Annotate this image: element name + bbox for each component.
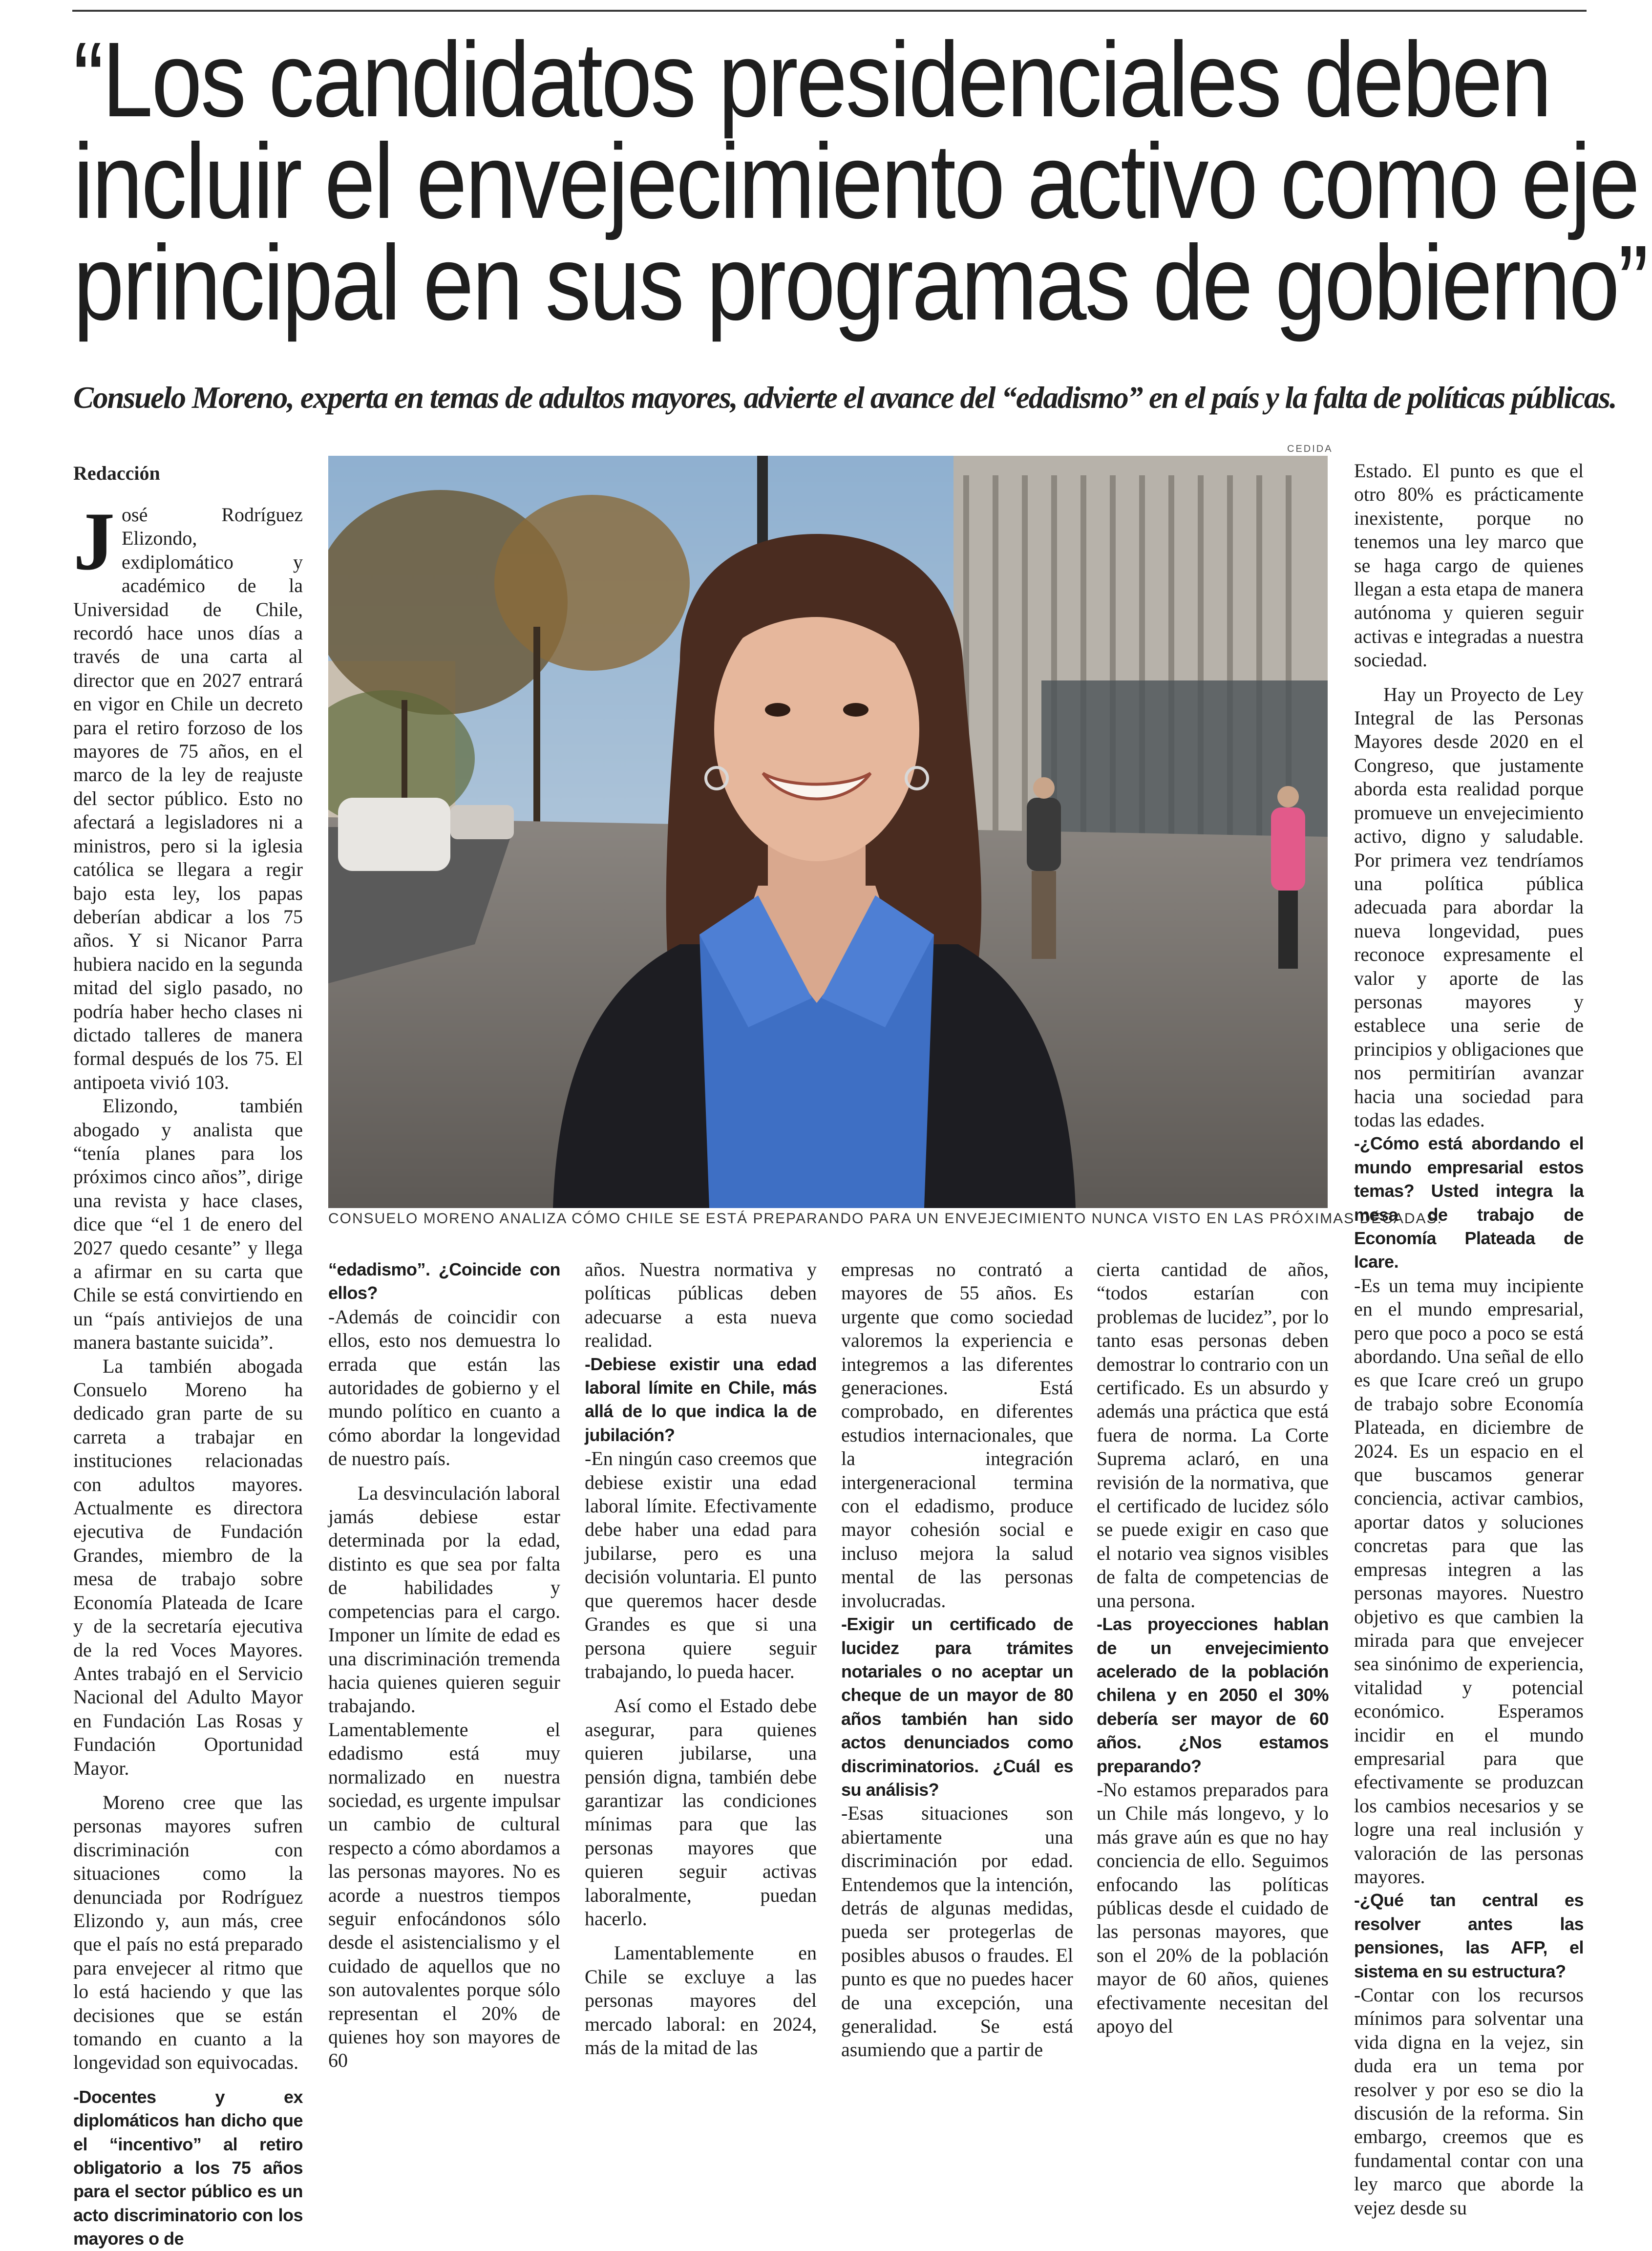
col2-question-end: “edadismo”. ¿Coincide con ellos? (328, 1259, 560, 1303)
col6-question-2: -¿Qué tan central es resolver antes las pensiones, las AFP, el sistema en su estructura? (1354, 1890, 1584, 1981)
photo-credit: CEDIDA (1287, 444, 1333, 454)
col6-question-1: -¿Cómo está abordando el mundo empresarial estos temas? Usted integra la mesa de trabajo de Economía Plateada de Icare. (1354, 1133, 1584, 1272)
headline-line-1: “Los candidatos presidenciales deben (73, 21, 1550, 139)
article-column-2 (328, 1258, 560, 2073)
portrait-photo (328, 456, 1328, 1208)
col6-paragraph-1: Estado. El punto es que el otro 80% es prácticamente inexistente, porque no tenemos una ley marco que se haga cargo de quienes llegan a esta etapa de manera autónoma y quieren seguir activas e integradas a nuestra sociedad. (1354, 460, 1584, 671)
byline: Redacción (73, 462, 160, 484)
col6-paragraph-2: Hay un Proyecto de Ley Integral de las Personas Mayores desde 2020 en el Congreso, que justamente aborda esta realidad porque promueve un envejecimiento activo, digno y saludable. Por primera vez tendríamos una política pública adecuada para abordar la nueva longevidad, pues reconoce expresamente el valor y aporte de las personas mayores y establece una serie de principios y obligaciones que nos permitirían avanzar hacia una sociedad para todas las edades. (1354, 683, 1584, 1131)
col3-paragraph-2: -En ningún caso creemos que debiese existir una edad laboral límite. Efectivamente debe haber una edad para jubilarse, pero es una decisión voluntaria. El punto que queremos hacer desde Grandes es que si una persona quiere seguir trabajando, lo pueda hacer. (585, 1447, 817, 1682)
photo-caption: CONSUELO MORENO ANALIZA CÓMO CHILE SE ESTÁ PREPARANDO PARA UN ENVEJECIMIENTO NUNCA VISTO EN LAS PRÓXIMAS DÉCADAS. (328, 1210, 1442, 1227)
headline (73, 21, 1647, 342)
col2-paragraph-2: La desvinculación laboral jamás debiese estar determinada por la edad, distinto es que sea por falta de habilidades y competencias para el cargo. Imponer un límite de edad es una discriminación tremenda hacia quienes quieren seguir trabajando. Lamentablemente el edadismo está muy normalizado en nuestra sociedad, es urgente impulsar un cambio de cultural respecto a cómo abordamos a las personas mayores. No es acorde a nuestros tiempos seguir enfocándonos sólo desde el asistencialismo y el cuidado de aquellos que no son autovalentes porque sólo representan el 20% de quienes hoy son mayores de 60 (328, 1482, 560, 2072)
col5-question-1: -Las proyecciones hablan de un envejecimiento acelerado de la población chilena y en 2050 el 30% debería ser mayor de 60 años. ¿Nos estamos preparando? (1097, 1614, 1329, 1776)
col5-paragraph-1: cierta cantidad de años, “todos estarían con problemas de lucidez”, por lo tanto esas personas deben demostrar lo contrario con un certificado. Es un absurdo y además una práctica que está fuera de norma. La Corte Suprema aclaró, en una revisión de la normativa, que el certificado de lucidez sólo se puede exigir en caso que el notario vea signos visibles de falta de competencias de una persona. (1097, 1258, 1329, 1612)
col4-paragraph-2: -Esas situaciones son abiertamente una discriminación por edad. Entendemos que la intención, detrás de algunas medidas, pueda ser protegerlas de posibles abusos o fraudes. El punto es que no puedes hacer de una excepción, una generalidad. Se está asumiendo que a partir de (841, 1802, 1073, 2061)
article-column-4 (841, 1258, 1073, 2062)
headline-line-3: principal en sus programas de gobierno” (73, 224, 1647, 342)
headline-line-2: incluir el envejecimiento activo como eje (73, 122, 1638, 241)
top-rule (72, 10, 1587, 12)
col3-paragraph-1: años. Nuestra normativa y políticas públicas deben adecuarse a esta nueva realidad. (585, 1258, 817, 1352)
col6-paragraph-4: -Contar con los recursos mínimos para solventar una vida digna en la vejez, sin duda era un tema por resolver y por eso se dio la discusión de la reforma. Sin embargo, creemos que es fundamental contar con una ley marco que aborde la vejez desde su (1354, 1984, 1584, 2219)
col3-question-1: -Debiese existir una edad laboral límite en Chile, más allá de lo que indica la de jubilación? (585, 1354, 817, 1445)
article-column-1 (73, 495, 303, 2251)
col4-question-1: -Exigir un certificado de lucidez para trámites notariales o no aceptar un cheque de un mayor de 80 años también han sido actos denunciados como discriminatorios. ¿Cuál es su análisis? (841, 1614, 1073, 1800)
col2-paragraph-1: -Además de coincidir con ellos, esto nos demuestra lo errada que están las autoridades de gobierno y el mundo político en cuanto a cómo abordar la longevidad de nuestro país. (328, 1305, 560, 1470)
article-column-5 (1097, 1258, 1329, 2038)
col4-paragraph-1: empresas no contrató a mayores de 55 años. Es urgente que como sociedad valoremos la experiencia e integremos a las diferentes generaciones. Está comprobado, en diferentes estudios internacionales, que la integración intergeneracional termina con el edadismo, produce mayor cohesión social e incluso mejora la salud mental de las personas involucradas. (841, 1258, 1073, 1612)
col1-paragraph-4: Moreno cree que las personas mayores sufren discriminación con situaciones como la denunciada por Rodríguez Elizondo y, aun más, cree que el país no está preparado para envejecer al ritmo que lo está haciendo y que las decisiones que se están tomando en cuanto a la longevidad son equivocadas. (73, 1791, 303, 2074)
subheadline: Consuelo Moreno, experta en temas de adultos mayores, advierte el avance del “edadismo” en el país y la falta de políticas públicas. (73, 381, 1616, 415)
article-column-3 (585, 1258, 817, 2060)
drop-cap: J (73, 495, 115, 587)
article-column-6 (1354, 459, 1584, 2220)
col5-paragraph-2: -No estamos preparados para un Chile más longevo, y lo más grave aún es que no hay conciencia de ello. Seguimos enfocando las políticas públicas desde el cuidado de las personas mayores, que son el 20% de la población mayor de 60 años, quienes efectivamente necesitan del apoyo del (1097, 1778, 1329, 2037)
col1-paragraph-2: Elizondo, también abogado y analista que “tenía planes para los próximos cinco años”, dirige una revista y hace clases, dice que “el 1 de enero del 2027 quedo cesante” y llega a afirmar en su carta que Chile se está convirtiendo en un “país antiviejos de una manera bastante suicida”. (73, 1095, 303, 1354)
col6-paragraph-3: -Es un tema muy incipiente en el mundo empresarial, pero que poco a poco se está abordando. Una señal de ello es que Icare creó un grupo de trabajo sobre Economía Plateada, en diciembre de 2024. Es un espacio en el que buscamos generar conciencia, activar cambios, aportar datos y soluciones concretas para que las empresas integren a las personas mayores. Nuestro objetivo es que cambien la mirada para que envejecer sea sinónimo de experiencia, vitalidad y potencial económico. Esperamos incidir en el mundo empresarial para que efectivamente se produzcan los cambios necesarios y se logre una real inclusión y valoración de las personas mayores. (1354, 1274, 1584, 1888)
col1-paragraph-1: osé Rodríguez Elizondo, exdiplomático y académico de la Universidad de Chile, recordó hace unos días a través de una carta al director que en 2027 entrará en vigor en Chile un decreto para el retiro forzoso de los mayores de 75 años, en el marco de la ley de reajuste del sector público. Esto no afectará a legisladores ni a ministros, pero si la iglesia católica se llegara a regir bajo esta ley, los papas deberían abdicar a los 75 años. Y si Nicanor Parra hubiera nacido en la segunda mitad del siglo pasado, no podría haber hecho clases ni dictado talleres de manera formal después de los 75. El antipoeta vivió 103. (73, 504, 303, 1093)
col3-paragraph-4: Lamentablemente en Chile se excluye a las personas mayores del mercado laboral: en 2024, más de la mitad de las (585, 1942, 817, 2059)
col3-paragraph-3: Así como el Estado debe asegurar, para quienes quieren jubilarse, una pensión digna, también debe garantizar las condiciones mínimas para que las personas mayores que quieren seguir activas laboralmente, puedan hacerlo. (585, 1695, 817, 1930)
col1-paragraph-3: La también abogada Consuelo Moreno ha dedicado gran parte de su carreta a trabajar en instituciones relacionadas con adultos mayores. Actualmente es directora ejecutiva de Fundación Grandes, miembro de la mesa de trabajo sobre Economía Plateada de Icare y de la secretaría ejecutiva de la red Voces Mayores. Antes trabajó en el Servicio Nacional del Adulto Mayor en Fundación Las Rosas y Fundación Oportunidad Mayor. (73, 1355, 303, 1779)
col1-question-1: -Docentes y ex diplomáticos han dicho que el “incentivo” al retiro obligatorio a los 75 años para el sector público es un acto discriminatorio con los mayores o de (73, 2086, 303, 2249)
portrait-photo-illustration (328, 456, 1328, 1208)
